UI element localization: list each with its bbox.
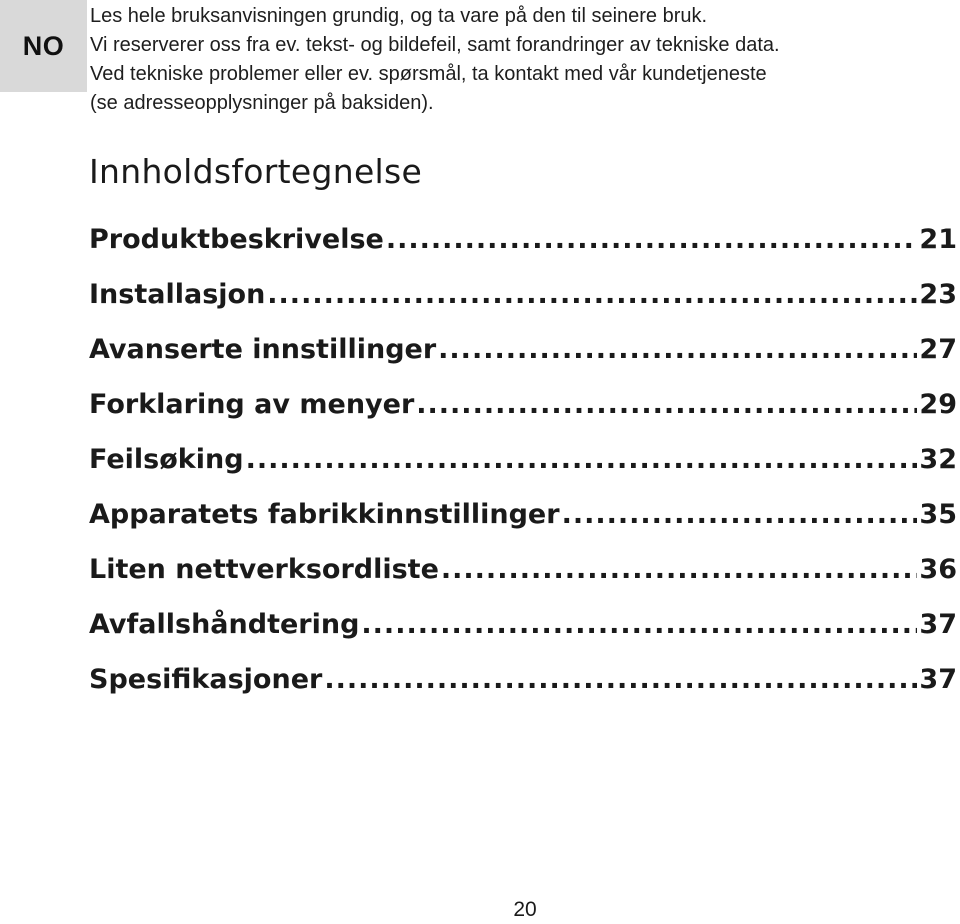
toc-entry-page: 23 (919, 279, 957, 310)
toc-entry-label: Avanserte innstillinger (89, 334, 437, 365)
toc-entry-avanserte-innstillinger[interactable] (89, 322, 957, 377)
toc-entry-page: 27 (919, 334, 957, 365)
toc-entry-label: Apparatets fabrikkinnstillinger (89, 499, 560, 530)
toc-entry-forklaring-av-menyer[interactable] (89, 377, 957, 432)
toc-dot-leader (324, 652, 917, 707)
toc-entry-page: 29 (919, 389, 957, 420)
language-tab: NO (0, 0, 87, 92)
toc-dot-leader (386, 212, 918, 267)
toc-entry-page: 21 (919, 224, 957, 255)
page-number: 20 (513, 898, 537, 921)
intro-line: Les hele bruksanvisningen grundig, og ta vare på den til seinere bruk. (90, 5, 708, 27)
toc-entry-label: Liten nettverksordliste (89, 554, 439, 585)
toc-title: Innholdsfortegnelse (89, 152, 423, 191)
toc-entry-label: Installasjon (89, 279, 266, 310)
toc-entry-label: Spesifikasjoner (89, 664, 323, 695)
toc-entry-page: 36 (919, 554, 957, 585)
toc-entry-avfallshandtering[interactable] (89, 597, 957, 652)
toc-entry-label: Produktbeskrivelse (89, 224, 384, 255)
toc-entry-liten-nettverksordliste[interactable] (89, 542, 957, 597)
toc-dot-leader (246, 432, 918, 487)
intro-text (90, 2, 950, 118)
toc-entry-page: 37 (919, 609, 957, 640)
toc-entry-spesifikasjoner[interactable] (89, 652, 957, 707)
intro-line: (se adresseopplysninger på baksiden). (90, 92, 434, 114)
toc-entry-installasjon[interactable] (89, 267, 957, 322)
toc-dot-leader (267, 267, 917, 322)
intro-line: Vi reserverer oss fra ev. tekst- og bildefeil, samt forandringer av tekniske data. (90, 34, 780, 56)
toc-entry-label: Feilsøking (89, 444, 244, 475)
toc-dot-leader (438, 322, 917, 377)
toc-entry-page: 37 (919, 664, 957, 695)
table-of-contents (89, 212, 957, 707)
toc-dot-leader (562, 487, 918, 542)
toc-entry-label: Avfallshåndtering (89, 609, 360, 640)
toc-dot-leader (361, 597, 917, 652)
toc-entry-feilsoking[interactable] (89, 432, 957, 487)
toc-entry-produktbeskrivelse[interactable] (89, 212, 957, 267)
toc-dot-leader (441, 542, 918, 597)
toc-dot-leader (416, 377, 917, 432)
toc-entry-apparatets-fabrikkinnstillinger[interactable] (89, 487, 957, 542)
toc-entry-page: 35 (919, 499, 957, 530)
toc-entry-label: Forklaring av menyer (89, 389, 415, 420)
toc-entry-page: 32 (919, 444, 957, 475)
intro-line: Ved tekniske problemer eller ev. spørsmål, ta kontakt med vår kundetjeneste (90, 63, 767, 85)
